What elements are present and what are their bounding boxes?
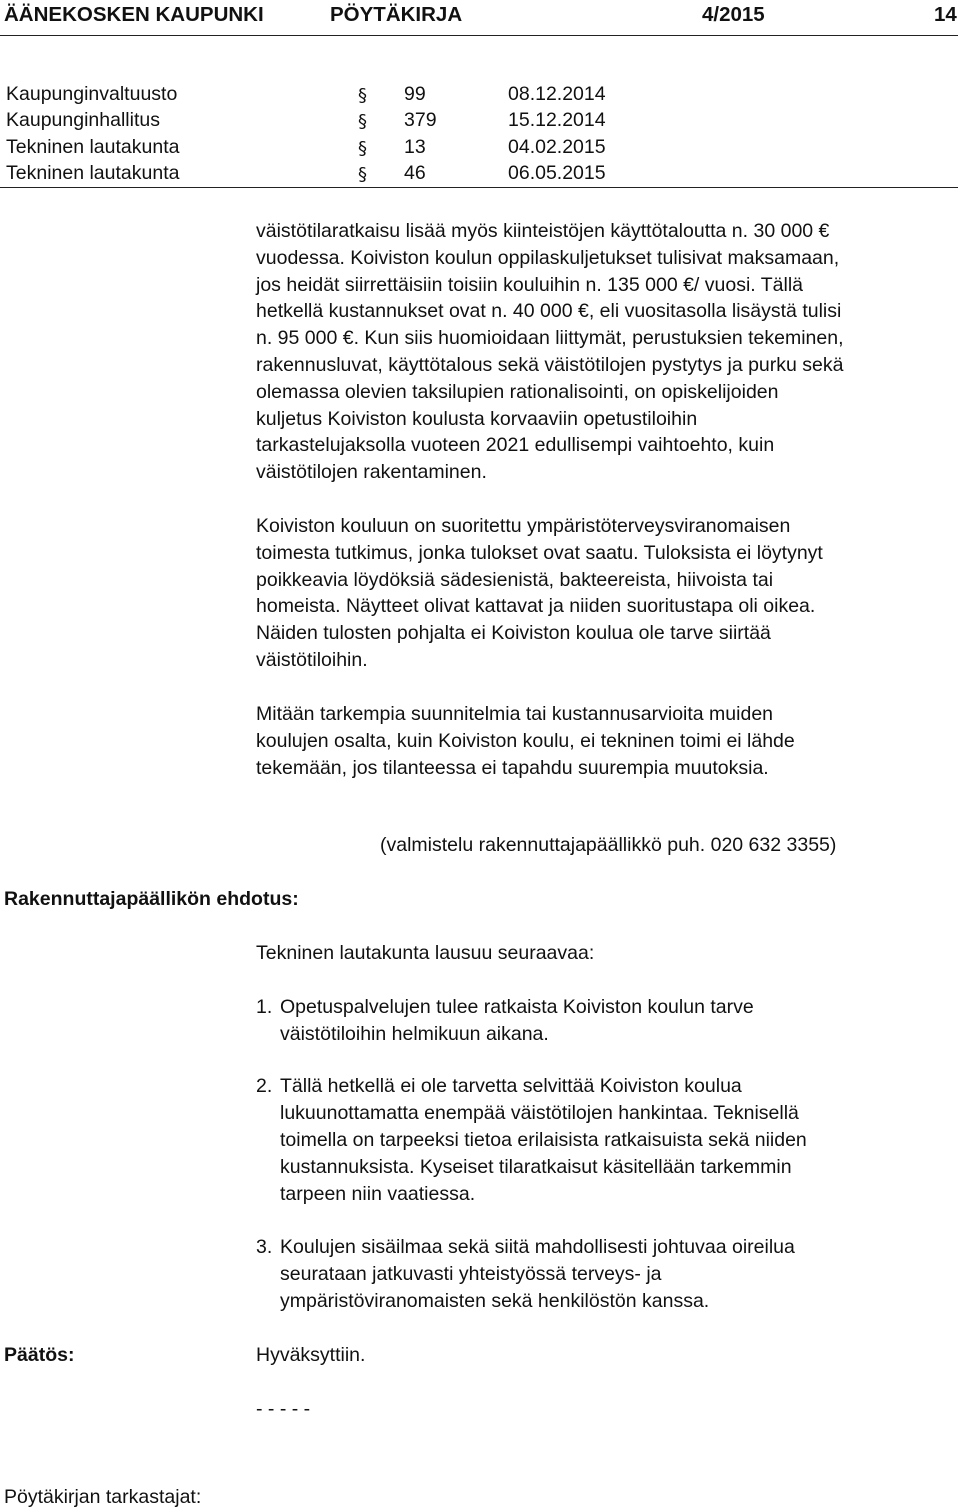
city-name: ÄÄNEKOSKEN KAUPUNKI [4, 3, 264, 26]
text-line: Tällä hetkellä ei ole tarvetta selvittää Koiviston koulua [280, 1075, 742, 1097]
history-table [6, 81, 946, 186]
section-sign-icon [358, 164, 371, 184]
text-line: lukuunottamatta enempää väistötilojen hankintaa. Teknisellä [280, 1102, 799, 1124]
text-line: rakennusluvat, käyttötalous sekä väistötilojen pystytys ja purku sekä [256, 353, 844, 376]
section-sign-icon [358, 138, 371, 158]
item-number: 3. [256, 1236, 273, 1258]
history-date: 06.05.2015 [508, 161, 606, 184]
text-line: kustannuksista. Kyseiset tilaratkaisut käsitellään tarkemmin [280, 1156, 792, 1178]
history-body: Kaupunginvaltuusto [6, 83, 178, 105]
proposal-label: Rakennuttajapäällikön ehdotus: [4, 888, 299, 910]
decision-text: Hyväksyttiin. [256, 1344, 366, 1366]
history-row [6, 81, 946, 107]
history-section: 99 [404, 83, 426, 105]
text-line: tarkastelujaksolla vuoteen 2021 edullisempi vaihtoehto, kuin [256, 434, 775, 457]
text-line: Mitään tarkempia suunnitelmia tai kustannusarvioita muiden [256, 703, 774, 725]
text-line: väistötilaratkaisu lisää myös kiinteistöjen käyttötaloutta n. 30 000 € [256, 220, 830, 242]
text-line: n. 95 000 €. Kun siis huomioidaan liittymät, perustuksien tekeminen, [256, 327, 844, 350]
separator: - - - - - [256, 1398, 311, 1420]
text-line: seurataan jatkuvasti yhteistyössä terveys- ja [280, 1263, 662, 1285]
text-line: väistötiloihin. [256, 648, 368, 671]
section-sign-icon [358, 85, 371, 105]
history-date: 08.12.2014 [508, 83, 606, 105]
history-section: 13 [404, 135, 426, 158]
item-number: 1. [256, 996, 273, 1018]
history-row [6, 134, 946, 160]
issue-number: 4/2015 [702, 3, 765, 26]
history-body: Tekninen lautakunta [6, 135, 180, 158]
text-line: tekemään, jos tilanteessa ei tapahdu suurempia muutoksia. [256, 756, 769, 779]
proposal-intro: Tekninen lautakunta lausuu seuraavaa: [256, 942, 595, 964]
history-row [6, 160, 946, 186]
history-rule [0, 187, 958, 188]
text-line: tarpeen niin vaatiessa. [280, 1183, 476, 1205]
item-number: 2. [256, 1075, 273, 1097]
text-line: vuodessa. Koiviston koulun oppilaskuljetukset tulisivat maksamaan, [256, 246, 840, 269]
text-line: kuljetus Koiviston koulusta korvaaviin opetustiloihin [256, 407, 698, 430]
history-date: 15.12.2014 [508, 109, 606, 132]
history-body: Kaupunginhallitus [6, 109, 160, 132]
text-line: poikkeavia löydöksiä sädesienistä, bakteereista, hiivoista tai [256, 568, 774, 591]
text-line: olemassa olevien taksilupien rationalisointi, on opiskelijoiden [256, 380, 779, 403]
document-type: PÖYTÄKIRJA [330, 3, 463, 26]
header-rule [0, 35, 958, 36]
svg-text:§: § [358, 137, 367, 158]
preparer-note: (valmistelu rakennuttajapäällikkö puh. 020 632 3355) [380, 834, 837, 856]
history-body: Tekninen lautakunta [6, 161, 180, 184]
history-section: 379 [404, 109, 437, 132]
svg-text:§: § [358, 163, 367, 184]
history-section: 46 [404, 161, 426, 184]
text-line: toimella on tarpeeksi tietoa erilaisista ratkaisuista sekä niiden [280, 1129, 807, 1151]
decision-label: Päätös: [4, 1344, 75, 1366]
history-row [6, 107, 946, 133]
text-line: väistötilojen rakentaminen. [256, 461, 487, 484]
page-number: 14 [934, 3, 957, 26]
text-line: ympäristöviranomaisten sekä henkilöstön kanssa. [280, 1290, 710, 1312]
paragraph-other-schools [256, 701, 956, 781]
paragraph-cost-comparison [256, 218, 956, 486]
section-sign-icon [358, 111, 371, 131]
text-line: Koulujen sisäilmaa sekä siitä mahdollisesti johtuvaa oireilua [280, 1236, 795, 1258]
svg-text:§: § [358, 85, 367, 105]
text-line: homeista. Näytteet olivat kattavat ja niiden suoritustapa oli oikea. [256, 595, 816, 618]
text-line: toimesta tutkimus, jonka tulokset ovat saatu. Tuloksista ei löytynyt [256, 541, 823, 564]
history-date: 04.02.2015 [508, 135, 606, 158]
text-line: Koiviston kouluun on suoritettu ympäristöterveysviranomaisen [256, 515, 791, 537]
text-line: Näiden tulosten pohjalta ei Koiviston koulua ole tarve siirtää [256, 622, 771, 645]
paragraph-study-results [256, 513, 956, 674]
inspectors-label: Pöytäkirjan tarkastajat: [4, 1486, 202, 1508]
svg-text:§: § [358, 111, 367, 132]
text-line: Opetuspalvelujen tulee ratkaista Koiviston koulun tarve [280, 996, 754, 1018]
text-line: väistötiloihin helmikuun aikana. [280, 1023, 549, 1045]
text-line: koulujen osalta, kuin Koiviston koulu, ei tekninen toimi ei lähde [256, 729, 795, 752]
text-line: hetkellä kustannukset ovat n. 40 000 €, eli vuositasolla lisäystä tulisi [256, 300, 842, 323]
text-line: jos heidät siirrettäisiin toisiin kouluihin n. 135 000 €/ vuosi. Tällä [256, 273, 804, 296]
